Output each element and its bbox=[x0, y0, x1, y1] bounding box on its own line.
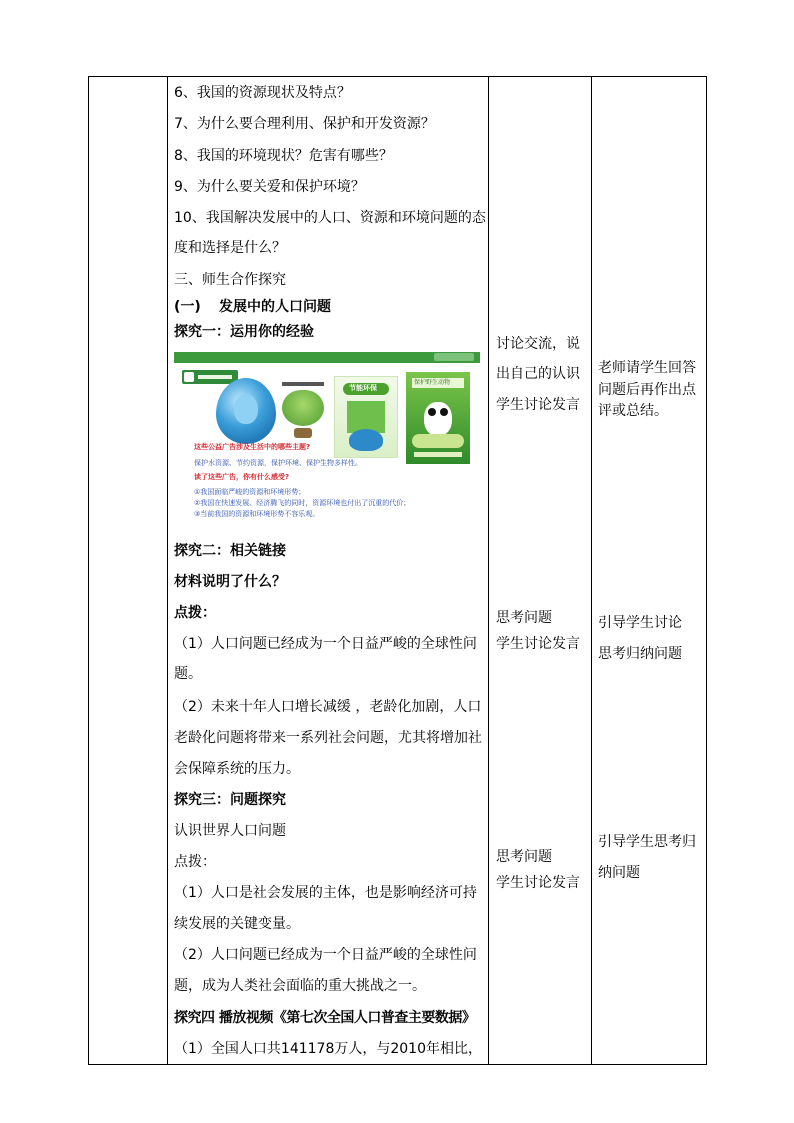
teacher-activity-1c: 评或总结。 bbox=[598, 403, 668, 419]
badge-label-shape bbox=[198, 375, 232, 379]
green-heart-poster bbox=[278, 380, 328, 442]
student-activity-3b: 学生讨论发言 bbox=[496, 875, 580, 891]
teacher-activity-3b: 纳问题 bbox=[598, 865, 640, 881]
poster2-footer-shape bbox=[414, 452, 462, 457]
explore-3-point-2b: 题，成为人类社会面临的重大挑战之一。 bbox=[174, 978, 426, 994]
slide-answer-2-3: ③当前我国的资源和环境形势不容乐观。 bbox=[194, 510, 320, 518]
teacher-activity-2b: 思考归纳问题 bbox=[598, 646, 682, 662]
teacher-activity-1a: 老师请学生回答 bbox=[598, 360, 696, 376]
teacher-activity-2a: 引导学生讨论 bbox=[598, 615, 682, 631]
energy-saving-poster-title: 节能环保 bbox=[349, 384, 377, 392]
water-drop-poster bbox=[216, 378, 276, 444]
teacher-activity-3a: 引导学生思考归 bbox=[598, 834, 696, 850]
explore-3-point-1b: 续发展的关键变量。 bbox=[174, 916, 300, 932]
question-7: 7、为什么要合理利用、保护和开发资源？ bbox=[174, 116, 435, 132]
student-activity-1b: 出自己的认识 bbox=[496, 366, 580, 382]
explore-2-point-1a: （1）人口问题已经成为一个日益严峻的全球性问 bbox=[174, 636, 477, 652]
panda-icon bbox=[424, 402, 452, 436]
table-bottom-border bbox=[88, 1064, 707, 1065]
question-10-line1: 10、我国解决发展中的人口、资源和环境问题的态 bbox=[174, 210, 486, 226]
section-3-heading: 三、师生合作探究 bbox=[174, 272, 286, 288]
student-activity-3a: 思考问题 bbox=[496, 849, 552, 865]
explore-3-topic: 认识世界人口问题 bbox=[174, 823, 286, 839]
student-activity-2b: 学生讨论发言 bbox=[496, 636, 580, 652]
explore-2-point-1b: 题。 bbox=[174, 666, 202, 682]
question-10-line2: 度和选择是什么？ bbox=[174, 240, 286, 256]
table-col2-divider bbox=[488, 76, 489, 1065]
explore-2-point-2c: 会保障系统的压力。 bbox=[174, 761, 300, 777]
hint-label-1: 点拨： bbox=[174, 605, 216, 621]
table-right-border bbox=[706, 76, 707, 1065]
tree-stump-icon bbox=[294, 428, 312, 438]
table-left-border bbox=[88, 76, 89, 1065]
question-6: 6、我国的资源现状及特点？ bbox=[174, 85, 351, 101]
explore-1-title: 探究一：运用你的经验 bbox=[174, 324, 314, 340]
student-activity-1c: 学生讨论发言 bbox=[496, 397, 580, 413]
leaf-icon bbox=[184, 372, 194, 382]
question-8: 8、我国的环境现状？危害有哪些？ bbox=[174, 148, 393, 164]
student-activity-2a: 思考问题 bbox=[496, 610, 552, 626]
slide-answer-1: 保护水资源、节约资源，保护环境、保护生物多样性。 bbox=[194, 459, 362, 467]
slide-question-1: 这些公益广告涉及生活中的哪些主题? bbox=[194, 443, 311, 451]
heart-tree-icon bbox=[282, 390, 324, 426]
explore-3-point-2a: （2）人口问题已经成为一个日益严峻的全球性问 bbox=[174, 947, 477, 963]
hint-label-2: 点拨： bbox=[174, 854, 216, 870]
student-activity-1a: 讨论交流，说 bbox=[496, 336, 580, 352]
water-drop-highlight bbox=[234, 394, 258, 424]
explore-4-point-1: （1）全国人口共141178万人，与2010年相比， bbox=[174, 1041, 482, 1057]
explore-1-slide-image bbox=[174, 352, 480, 528]
poster-header-shape bbox=[282, 382, 324, 386]
subsection-1-number: (一) bbox=[174, 299, 201, 315]
explore-2-point-2b: 老龄化问题将带来一系列社会问题，尤其将增加社 bbox=[174, 730, 482, 746]
slide-answer-2-2: ②我国在快速发展、经济腾飞的同时，资源环境也付出了沉重的代价； bbox=[194, 499, 411, 507]
use-experience-badge bbox=[182, 370, 238, 384]
subsection-1-title: 发展中的人口问题 bbox=[219, 299, 331, 315]
slide-header-bar bbox=[174, 352, 480, 363]
explore-2-point-2a: （2）未来十年人口增长减缓 ，老龄化加剧，人口 bbox=[174, 699, 482, 715]
publisher-logo-icon bbox=[434, 353, 474, 361]
explore-2-title: 探究二：相关链接 bbox=[174, 543, 286, 559]
slide-question-2: 读了这些广告，你有什么感受? bbox=[194, 473, 290, 481]
wildlife-poster-title: 保护野生动物 bbox=[414, 379, 451, 386]
material-question: 材料说明了什么？ bbox=[174, 574, 286, 590]
slide-answer-2-1: ①我国面临严峻的资源和环境形势； bbox=[194, 488, 306, 496]
teacher-activity-1b: 问题后再作出点 bbox=[598, 382, 696, 398]
hands-icon bbox=[412, 434, 464, 448]
explore-3-point-1a: （1）人口是社会发展的主体，也是影响经济可持 bbox=[174, 885, 477, 901]
explore-3-title: 探究三：问题探究 bbox=[174, 792, 286, 808]
wildlife-protection-poster bbox=[406, 372, 470, 464]
energy-saving-poster bbox=[334, 376, 398, 458]
explore-4-title: 探究四 播放视频《第七次全国人口普查主要数据》 bbox=[174, 1010, 476, 1026]
globe-icon bbox=[349, 429, 383, 451]
table-col1-divider bbox=[167, 76, 168, 1065]
table-col3-divider bbox=[591, 76, 592, 1065]
table-top-border bbox=[88, 76, 707, 77]
question-9: 9、为什么要关爱和保护环境？ bbox=[174, 179, 365, 195]
